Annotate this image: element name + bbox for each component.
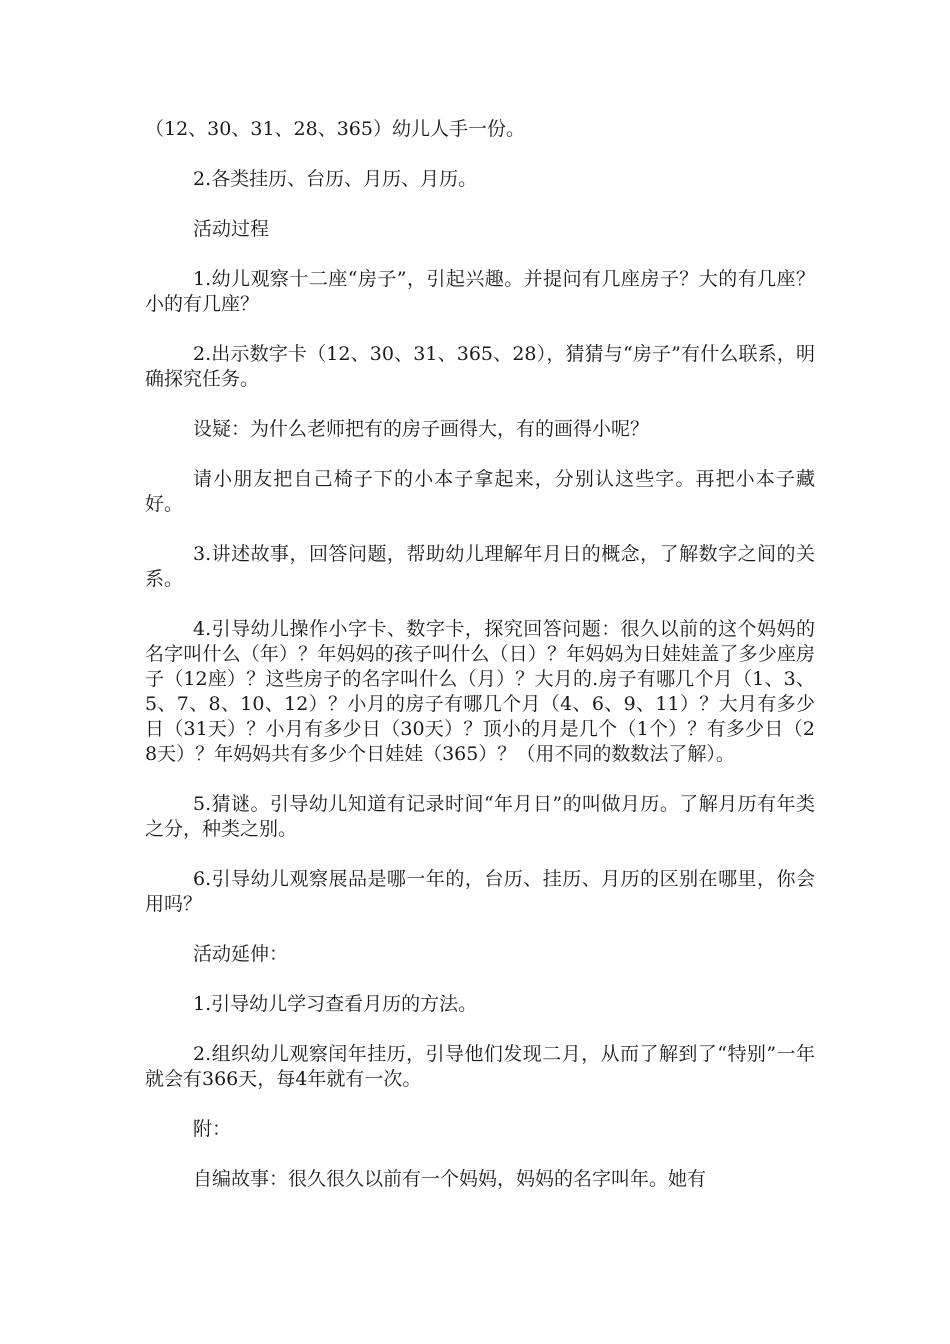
paragraph-step-4: 4.引导幼儿操作小字卡、数字卡，探究回答问题：很久以前的这个妈妈的名字叫什么（年）？年妈妈的孩子叫什么（日）？年妈妈为日娃娃盖了多少座房子（12座）？这些房子的名字叫什么（月）？大月的.房子有哪几个月（1、3、5、7、8、10、12）？小月的房子有哪几个月（4、6、9、11）？大月有多少日（31天）？小月有多少日（30天）？顶小的月是几个（1个）？有多少日（28天）？年妈妈共有多少个日娃娃（365）？（用不同的数数法了解）。 — [145, 618, 815, 765]
paragraph-materials-2: 2.各类挂历、台历、月历、月历。 — [193, 168, 478, 190]
paragraph-story: 自编故事：很久很久以前有一个妈妈，妈妈的名字叫年。她有 — [193, 1168, 707, 1190]
section-heading-extension: 活动延伸： — [193, 943, 289, 965]
paragraph-step-5: 5.猜谜。引导幼儿知道有记录时间“年月日”的叫做月历。了解月历有年类之分，种类之别。 — [145, 793, 815, 840]
paragraph-materials-continued: （12、30、31、28、365）幼儿人手一份。 — [145, 118, 525, 140]
paragraph-step-1: 1.幼儿观察十二座“房子”，引起兴趣。并提问有几座房子？大的有几座？小的有几座？ — [145, 268, 815, 315]
document-body — [145, 117, 815, 1217]
paragraph-step-2: 2.出示数字卡（12、30、31、365、28），猜猜与“房子”有什么联系，明确探究任务。 — [145, 343, 815, 390]
paragraph-question: 设疑：为什么老师把有的房子画得大，有的画得小呢？ — [193, 418, 650, 440]
paragraph-notebook: 请小朋友把自己椅子下的小本子拿起来，分别认这些字。再把小本子藏好。 — [145, 468, 815, 515]
section-heading-process: 活动过程 — [193, 218, 270, 240]
paragraph-extension-2: 2.组织幼儿观察闰年挂历，引导他们发现二月，从而了解到了“特别”一年就会有366天，每4年就有一次。 — [145, 1043, 815, 1090]
paragraph-step-3: 3.讲述故事，回答问题，帮助幼儿理解年月日的概念，了解数字之间的关系。 — [145, 543, 815, 590]
section-heading-appendix: 附： — [193, 1118, 232, 1140]
paragraph-step-6: 6.引导幼儿观察展品是哪一年的，台历、挂历、月历的区别在哪里，你会用吗？ — [145, 868, 815, 915]
paragraph-extension-1: 1.引导幼儿学习查看月历的方法。 — [193, 993, 478, 1015]
